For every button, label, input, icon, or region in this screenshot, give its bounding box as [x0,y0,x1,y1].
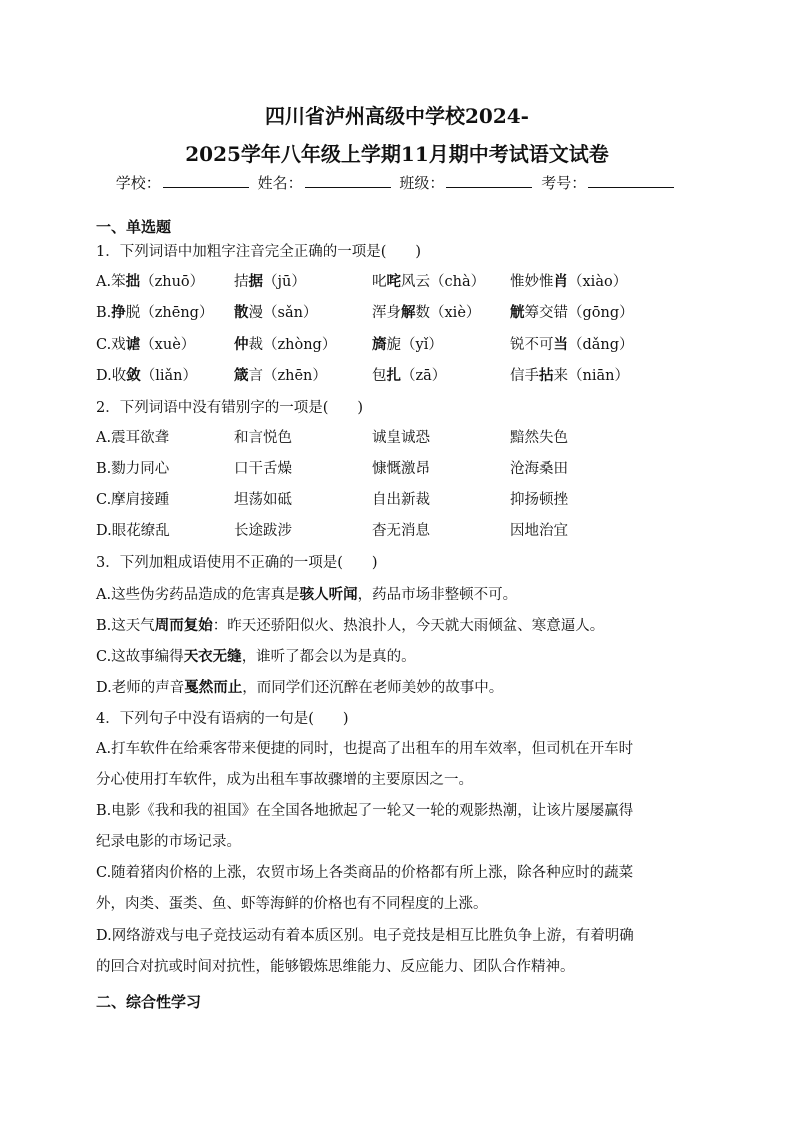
q1-option-word [372,333,443,354]
q2-option-word: 杳无消息 [372,523,430,539]
word-suffix-pinyin: （dǎng） [568,337,634,353]
bold-character: 箴 [234,367,249,384]
word-suffix-pinyin: 漫（sǎn） [248,305,318,321]
word-suffix-pinyin: （liǎn） [140,368,197,384]
q1-option-word [510,270,627,291]
word-prefix: 拮 [234,274,249,290]
word-prefix: A.笨 [96,274,126,290]
q2-option-word: 口干舌燥 [234,461,292,477]
q2-option-word: 长途跋涉 [234,523,292,539]
q1-option-word [96,301,213,322]
bold-idiom: 周而复始 [154,617,213,634]
bold-character: 挣 [111,304,126,321]
bold-character: 据 [248,273,263,290]
q4-option-line: 纪录电影的市场记录。 [96,834,241,850]
word-suffix-pinyin: 脱（zhēng） [125,305,214,321]
bold-character: 敛 [126,367,141,384]
word-prefix: 叱 [372,274,387,290]
word-prefix: 浑身 [372,305,401,321]
word-suffix-pinyin: （xuè） [140,337,196,353]
q2-option-word: B.勠力同心 [96,461,170,477]
option-text-prefix: C.这故事编得 [96,649,184,665]
q2-option-word: 和言悦色 [234,430,292,446]
q2-option-word: 沧海桑田 [510,461,568,477]
name-blank [305,173,391,188]
word-suffix-pinyin: 旎（yǐ） [386,337,443,353]
q4-option-line: 的回合对抗或时间对抗性，能够锻炼思维能力、反应能力、团队合作精神。 [96,959,575,975]
bold-character: 扎 [386,367,401,384]
q1-option-word [510,301,634,322]
student-info-row [0,172,794,193]
q4-option-line: C.随着猪肉价格的上涨，农贸市场上各类商品的价格都有所上涨，除各种应时的蔬菜 [96,865,634,881]
option-text-prefix: B.这天气 [96,618,155,634]
bold-idiom: 天衣无缝 [183,648,242,665]
q4-option-line: D.网络游戏与电子竞技运动有着本质区别。电子竞技是相互比胜负争上游，有着明确 [96,928,634,944]
question-1-stem: 1．下列词语中加粗字注音完全正确的一项是( ) [96,244,422,260]
q1-option-word [372,270,485,291]
q2-option-word: A.震耳欲聋 [96,430,170,446]
q3-option [96,583,517,604]
bold-character: 仲 [234,336,249,353]
section-heading-comprehensive-study: 二、综合性学习 [96,993,202,1011]
bold-character: 肖 [553,273,568,290]
bold-character: 谑 [125,336,141,353]
word-suffix-pinyin: 风云（chà） [401,274,486,290]
option-text-suffix: ：昨天还骄阳似火、热浪扑人，今天就大雨倾盆、寒意逼人。 [212,618,605,634]
bold-character: 咤 [386,273,401,290]
q1-option-word [96,333,195,354]
q2-option-word: D.眼花缭乱 [96,523,170,539]
section-heading-single-choice: 一、单选题 [96,218,172,236]
bold-character: 觥 [510,304,525,321]
q2-option-word: 黯然失色 [510,430,568,446]
school-label: 学校： [115,174,161,192]
q2-option-word: C.摩肩接踵 [96,492,170,508]
bold-character: 散 [234,304,249,321]
q3-option [96,676,503,697]
q2-option-word: 诚皇诚恐 [372,430,430,446]
q1-option-word [372,364,446,385]
word-suffix-pinyin: 来（niān） [553,368,629,384]
bold-character: 解 [401,304,416,321]
q4-option-line: A.打车软件在给乘客带来便捷的同时，也提高了出租车的用车效率，但司机在开车时 [96,741,634,757]
q1-option-word [96,270,204,291]
q1-option-word [234,364,327,385]
option-text-suffix: ，而同学们还沉醉在老师美妙的故事中。 [242,680,504,696]
word-suffix-pinyin: （zā） [401,368,447,384]
q4-option-line: 分心使用打车软件，成为出租车事故骤增的主要原因之一。 [96,772,473,788]
q3-option [96,614,604,635]
word-prefix: 惟妙惟 [510,274,554,290]
bold-character: 拈 [539,367,554,384]
option-text-suffix: ，药品市场非整顿不可。 [357,587,518,603]
bold-character: 旖 [372,336,387,353]
question-2-stem: 2．下列词语中没有错别字的一项是( ) [96,400,364,416]
q2-option-word: 抑扬顿挫 [510,492,568,508]
q2-option-word: 慷慨激昂 [372,461,430,477]
word-suffix-pinyin: （zhuō） [140,274,205,290]
exam-title-line1: 四川省泸州高级中学校2024- [265,104,529,128]
option-text-prefix: D.老师的声音 [96,680,185,696]
class-label: 班级： [399,174,445,192]
q4-option-line: 外，肉类、蛋类、鱼、虾等海鲜的价格也有不同程度的上涨。 [96,896,488,912]
bold-idiom: 骇人听闻 [299,586,358,603]
word-prefix: 包 [372,368,387,384]
school-blank [163,173,249,188]
q1-option-word [234,270,306,291]
q2-option-word: 自出新裁 [372,492,430,508]
word-prefix: B. [96,305,112,321]
q1-option-word [234,301,317,322]
q2-option-word: 因地治宜 [510,523,568,539]
word-suffix-pinyin: 裁（zhòng） [248,337,337,353]
word-suffix-pinyin: 筹交错（gōng） [524,305,634,321]
question-3-stem: 3．下列加粗成语使用不正确的一项是( ) [96,555,378,571]
q1-option-word [510,333,634,354]
bold-idiom: 戛然而止 [184,679,243,696]
option-text-prefix: A.这些伪劣药品造成的危害真是 [96,587,300,603]
q1-option-word [510,364,629,385]
word-prefix: 锐不可 [510,337,554,353]
class-blank [446,173,532,188]
q1-option-word [96,364,197,385]
exam-title-line2: 2025学年八年级上学期11月期中考试语文试卷 [185,142,609,166]
bold-character: 拙 [125,273,141,290]
q2-option-word: 坦荡如砥 [234,492,292,508]
word-suffix-pinyin: 数（xiè） [415,305,481,321]
q1-option-word [372,301,480,322]
bold-character: 当 [553,336,568,353]
q1-option-word [234,333,336,354]
option-text-suffix: ，谁听了都会以为是真的。 [241,649,416,665]
word-suffix-pinyin: 言（zhēn） [248,368,327,384]
exam-number-label: 考号： [541,174,587,192]
name-label: 姓名： [257,174,303,192]
word-suffix-pinyin: （jū） [263,274,306,290]
q4-option-line: B.电影《我和我的祖国》在全国各地掀起了一轮又一轮的观影热潮，让该片屡屡赢得 [96,803,634,819]
word-prefix: 信手 [510,368,539,384]
word-prefix: D.收 [96,368,127,384]
exam-number-blank [588,173,674,188]
word-prefix: C.戏 [96,337,126,353]
word-suffix-pinyin: （xiào） [568,274,628,290]
q3-option [96,645,416,666]
question-4-stem: 4．下列句子中没有语病的一句是( ) [96,711,349,727]
